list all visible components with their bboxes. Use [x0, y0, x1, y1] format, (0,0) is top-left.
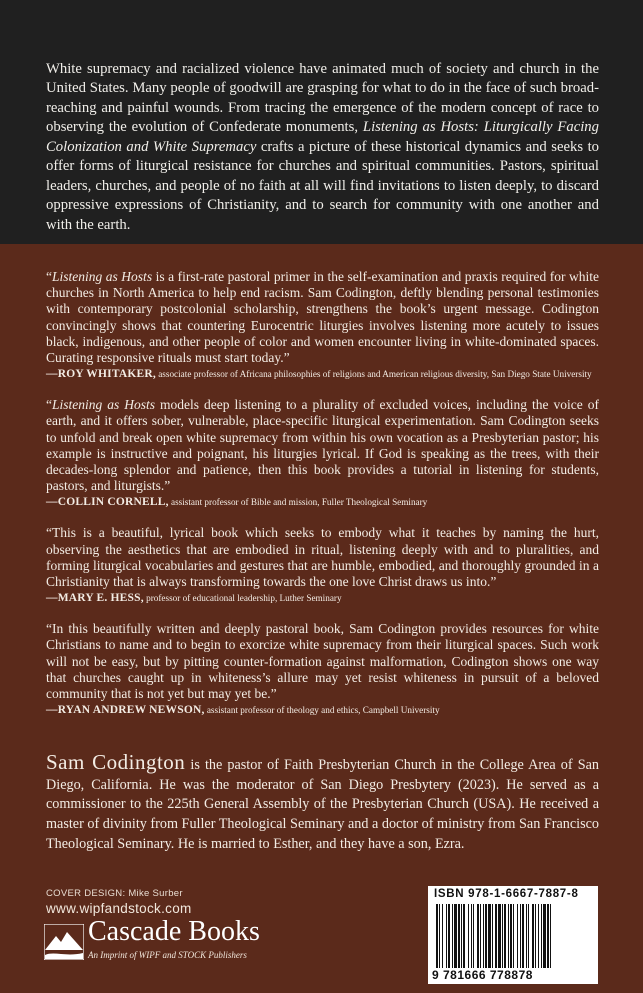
author-name: Sam Codington: [46, 750, 186, 775]
barcode-bar: [468, 904, 469, 968]
barcode-bar: [535, 904, 536, 968]
publisher-website: www.wipfandstock.com: [46, 901, 192, 916]
barcode-bar: [473, 904, 474, 968]
endorser-name: —MARY E. HESS,: [46, 592, 144, 605]
isbn-barcode-box: [428, 886, 598, 984]
barcode-bar: [448, 904, 450, 968]
barcode-bar: [446, 904, 447, 968]
quote-text: models deep listening to a plurality of excluded voices, including the voice of earth, and it offers sober, vulnerable, place-specific liturgical experimentation. Sam Codington seeks to unfold and break open white supremacy from within his own vocation as a Presbyterian pastor; his example is instructive and poignant, his liturgies lyrical. If God is speaking as the trees, with their decades-long splendor and patience, then this book provides a tutorial in listening for students, pastors, and liturgists.”: [46, 397, 599, 494]
publisher-name: Cascade Books: [88, 916, 260, 947]
quote-text: “This is a beautiful, lyrical book which seeks to embody what it teaches by naming the hurt, observing the aesthetics that are embodied in ritual, listening deeply with and to pluralities, and forming liturgical vocabularies and gestures that are humble, embodied, and thoroughly grounded in a Christianity that is always transforming towards the one love Christ draws us into.”: [46, 525, 599, 590]
barcode-bar: [504, 904, 506, 968]
barcode-bar: [492, 904, 493, 968]
barcode-bar: [454, 904, 457, 968]
isbn-label: ISBN 978-1-6667-7887-8: [434, 888, 579, 900]
publisher-tagline: An Imprint of WIPF and STOCK Publishers: [88, 950, 247, 960]
publisher-logo: [44, 916, 294, 968]
endorsement-newson: [46, 621, 599, 716]
barcode-bar: [495, 904, 497, 968]
endorser-name: —ROY WHITAKER,: [46, 368, 156, 381]
endorser-name: —RYAN ANDREW NEWSON,: [46, 704, 205, 717]
endorsement-whitaker: [46, 269, 599, 380]
description-intro: White supremacy and racialized violence have animated much of society and church in the United States. Many people of goodwill are grasping for what to do in the face of such broad-reaching and painful wounds. From tracing the emergence of the modern concept of race to observing the evolution of Confederate monuments,: [46, 60, 599, 136]
barcode-bar: [458, 904, 460, 968]
barcode-bar: [541, 904, 542, 968]
barcode-bar: [513, 904, 514, 968]
endorsement-hess: [46, 525, 599, 604]
endorsement-attribution: [46, 368, 599, 380]
barcode-bar: [477, 904, 479, 968]
barcode-number: 9 781666 778878: [432, 968, 533, 982]
description-rest: crafts a picture of these historical dynamics and seeks to offer forms of liturgical resistance for churches and spiritual communities. Pastors, spiritual leaders, churches, and people of no faith at all will find invitations to listen deeply, to discard oppressive expressions of Christianity, and to search for community with one another and with the earth.: [46, 138, 599, 233]
quote-book-title: Listening as Hosts: [52, 397, 156, 413]
quote-text: “In this beautifully written and deeply pastoral book, Sam Codington provides resources for white Christians to name and to begin to exorcize white supremacy from their liturgical spaces. Such work will not be easy, but by pitting counter-formation against malformation, Codington shows one way that churches caught up in whiteness’s allure may yet resist whiteness in pursuit of a beloved community that is not yet but may yet be.”: [46, 621, 599, 702]
barcode-bar: [532, 904, 534, 968]
barcode-bar: [522, 904, 524, 968]
barcode-bar: [498, 904, 501, 968]
barcode-bar: [543, 904, 546, 968]
endorser-role: associate professor of Africana philosophies of religions and American religious diversity, San Diego State University: [158, 369, 592, 380]
barcode-bar: [452, 904, 453, 968]
barcode-bar: [517, 904, 518, 968]
barcode-bar: [488, 904, 491, 968]
quote-text: is a first-rate pastoral primer in the self-examination and praxis required for white churches in North America to help end racism. Sam Codington, deftly blending personal testimonies with contemporary postcolonial scholarship, strengthens the book’s urgent message. Codington convincingly shows that countering Eurocentric liturgies involves listening more acutely to issues black, indigenous, and other people of color and women encounter living in white-dominated spaces. Curating responsive rituals must start today.”: [46, 269, 599, 366]
endorsement-list: [46, 269, 599, 733]
barcode-bar: [471, 904, 472, 968]
barcode-bar: [442, 904, 443, 968]
endorsements-panel: [0, 244, 643, 993]
barcode-bar: [463, 904, 465, 968]
barcode-bar: [485, 904, 487, 968]
endorsement-quote: [46, 397, 599, 494]
barcode-icon: [436, 904, 594, 968]
barcode-bar: [528, 904, 529, 968]
endorsement-attribution: [46, 704, 599, 716]
quote-open-mark: “: [46, 397, 52, 413]
endorsement-attribution: [46, 496, 599, 508]
book-description: [46, 60, 599, 236]
endorser-role: assistant professor of Bible and mission, Fuller Theological Seminary: [171, 497, 428, 508]
barcode-bar: [439, 904, 440, 968]
barcode-bar: [538, 904, 539, 968]
mountain-logo-icon: [44, 924, 84, 960]
barcode-bar: [508, 904, 509, 968]
barcode-bar: [520, 904, 521, 968]
barcode-bar: [510, 904, 512, 968]
quote-open-mark: “: [46, 269, 52, 284]
description-book-title: Listening as Hosts: Liturgically Facing Colonization and White Supremacy: [46, 119, 599, 155]
endorsement-quote: [46, 621, 599, 702]
barcode-bar: [480, 904, 481, 968]
barcode-bar: [502, 904, 503, 968]
barcode-bar: [436, 904, 438, 968]
author-bio-text: is the pastor of Faith Presbyterian Church in the College Area of San Diego, California. He was the moderator of San Diego Presbytery (2023). He served as a commissioner to the 225th General Assembly of the Presbyterian Church (USA). He received a master of divinity from Fuller Theological Seminary and a doctor of ministry from San Francisco Theological Seminary. He is married to Esther, and they have a son, Ezra.: [46, 757, 599, 852]
endorser-name: —COLLIN CORNELL,: [46, 496, 169, 509]
endorser-role: professor of educational leadership, Luther Seminary: [146, 593, 342, 604]
endorsement-attribution: [46, 592, 599, 604]
endorser-role: assistant professor of theology and ethics, Campbell University: [206, 705, 440, 716]
author-bio: [46, 750, 599, 854]
barcode-bar: [550, 904, 551, 968]
endorsement-quote: [46, 269, 599, 366]
description-panel: [0, 0, 643, 244]
barcode-bar: [526, 904, 527, 968]
barcode-bar: [483, 904, 484, 968]
barcode-bar: [547, 904, 549, 968]
endorsement-cornell: [46, 397, 599, 508]
quote-book-title: Listening as Hosts: [52, 269, 153, 284]
endorsement-quote: [46, 525, 599, 590]
cover-design-credit: COVER DESIGN: Mike Surber: [46, 888, 183, 899]
barcode-bar: [461, 904, 462, 968]
